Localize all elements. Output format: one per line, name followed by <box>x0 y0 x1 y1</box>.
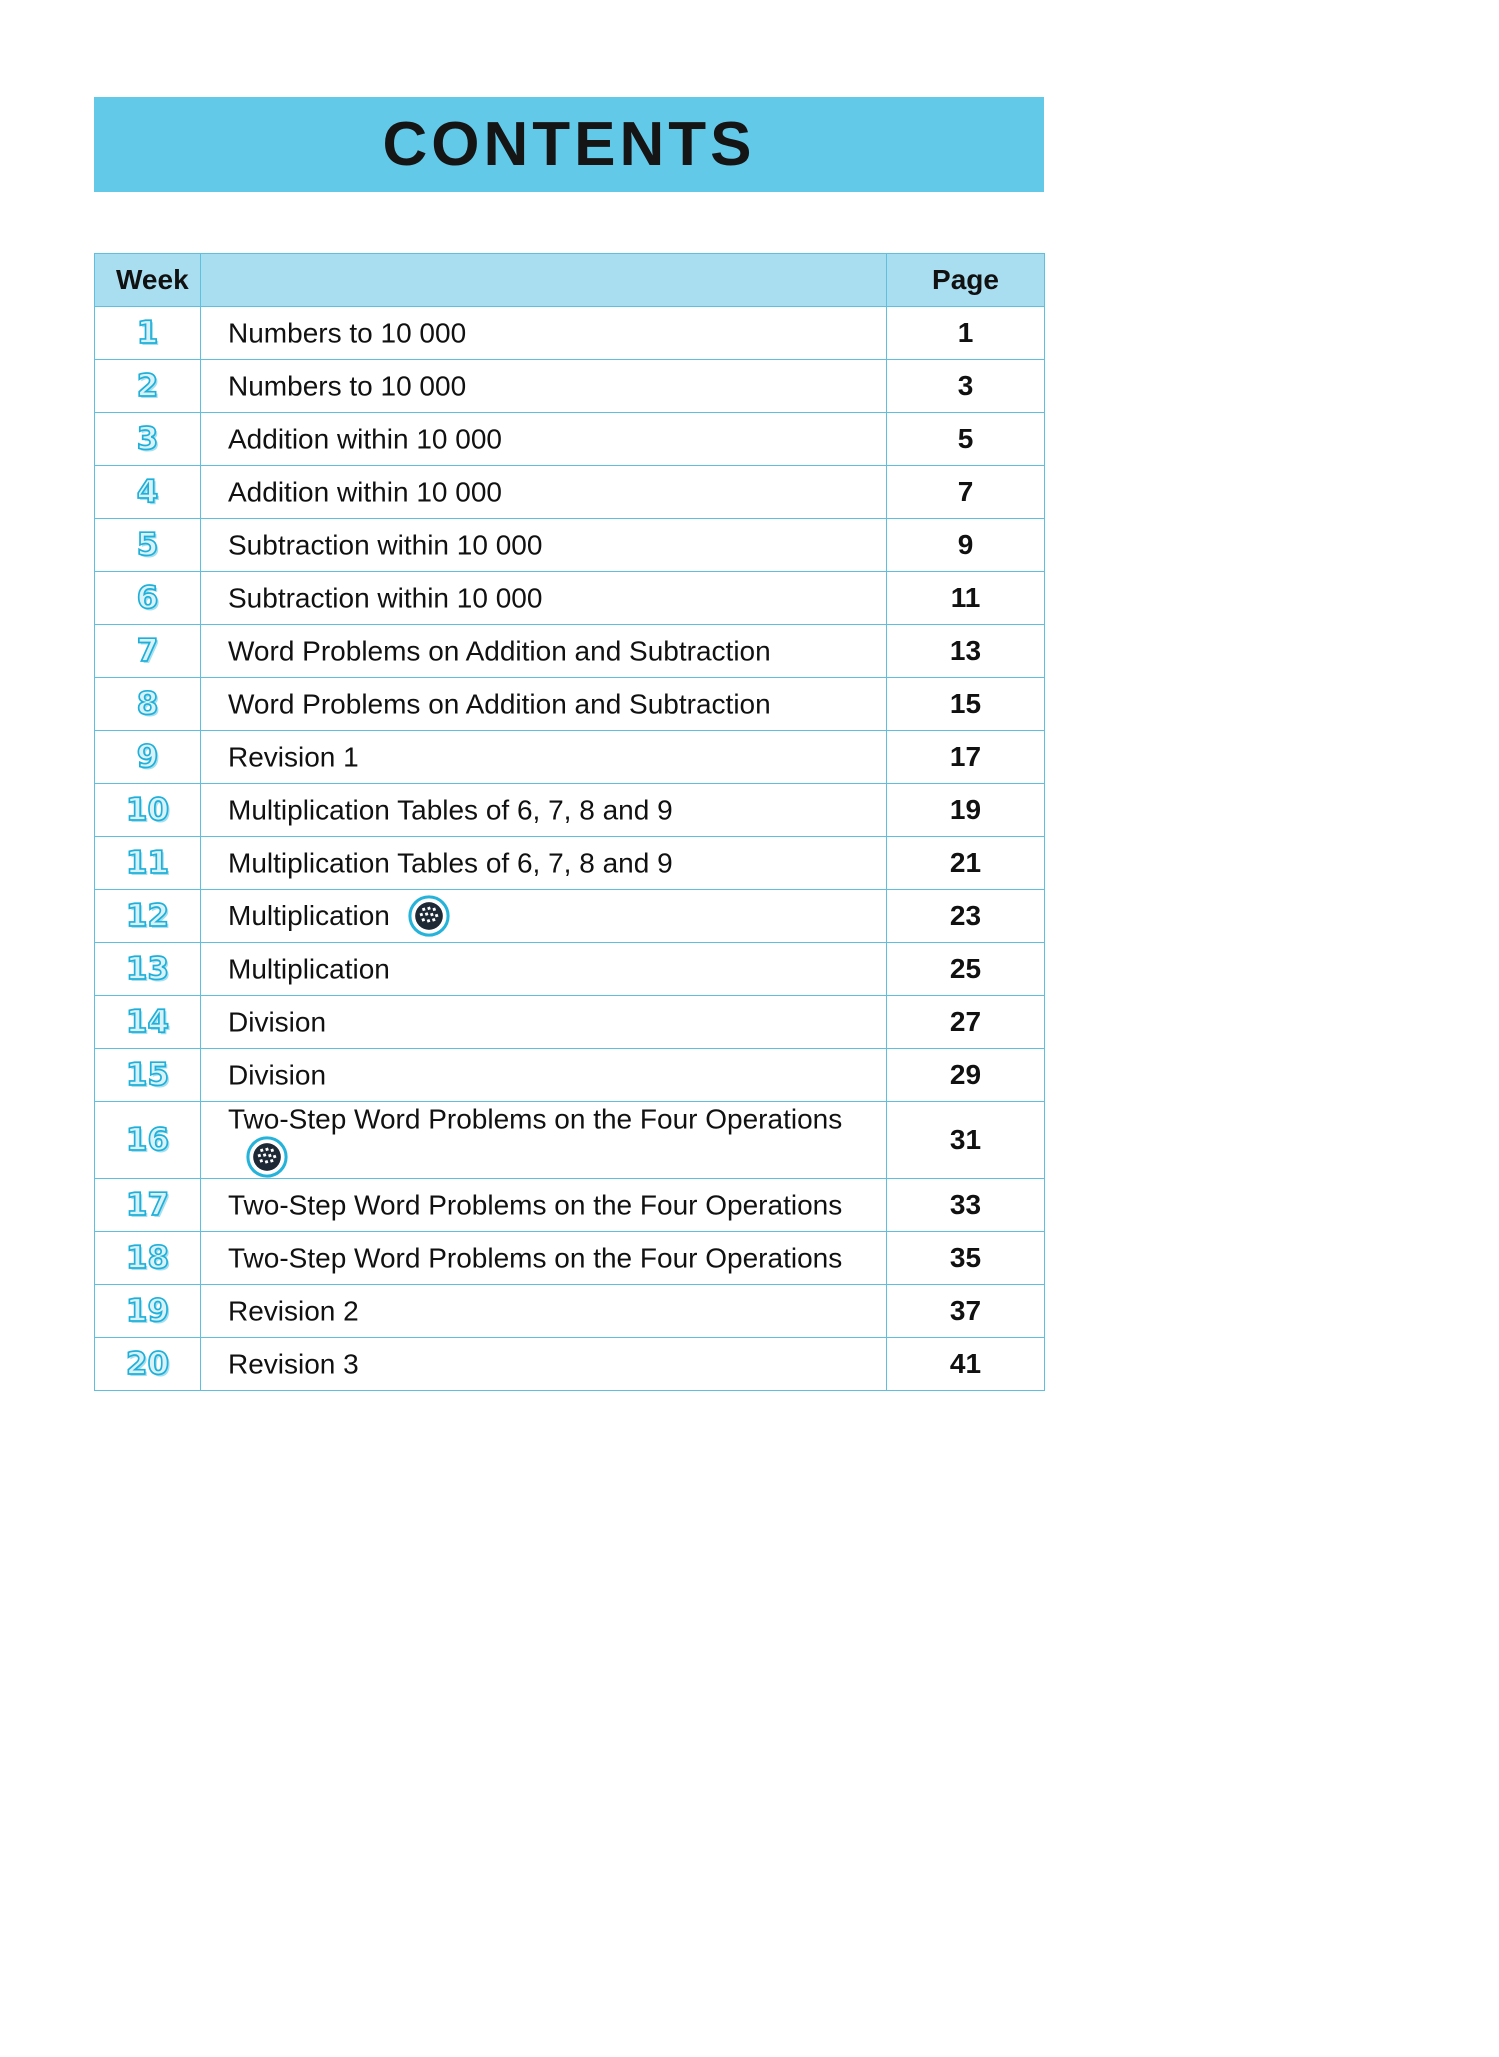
week-number: 10 <box>125 792 170 828</box>
page-number: 23 <box>949 900 982 931</box>
topic-label: Revision 3 <box>228 1348 359 1380</box>
page-number: 17 <box>949 741 982 772</box>
week-number: 5 <box>136 527 159 563</box>
week-number: 8 <box>136 686 159 722</box>
week-number: 13 <box>125 951 170 987</box>
table-row <box>95 890 1045 943</box>
contents-table-body <box>95 307 1045 1391</box>
week-number: 9 <box>136 739 159 775</box>
week-number: 2 <box>136 368 159 404</box>
page-number: 37 <box>949 1294 982 1326</box>
topic-label: Numbers to 10 000 <box>228 317 467 349</box>
topic-label: Multiplication Tables of 6, 7, 8 and 9 <box>228 794 673 826</box>
page-number: 21 <box>949 847 982 878</box>
topic-label: Subtraction within 10 000 <box>228 529 543 561</box>
table-row <box>95 360 1045 413</box>
topic-label: Revision 1 <box>228 741 359 773</box>
week-column-header: Week <box>95 254 201 307</box>
page-number: 1 <box>957 317 974 348</box>
table-header-row <box>95 254 1045 307</box>
topic-label: Division <box>228 1006 327 1038</box>
page-number: 25 <box>949 953 982 984</box>
page-column-header: Page <box>887 254 1045 307</box>
table-row <box>95 1178 1045 1231</box>
topic-label: Division <box>228 1059 327 1091</box>
topic-label: Word Problems on Addition and Subtraction <box>228 688 771 720</box>
week-number: 4 <box>136 474 159 510</box>
table-row <box>95 413 1045 466</box>
page-title: CONTENTS <box>382 110 756 179</box>
page-number: 7 <box>957 476 974 507</box>
table-row <box>95 519 1045 572</box>
table-row <box>95 996 1045 1049</box>
topic-label: Multiplication <box>228 953 390 985</box>
table-row <box>95 572 1045 625</box>
week-number: 12 <box>125 898 170 934</box>
page-number: 15 <box>949 688 982 719</box>
topic-label: Word Problems on Addition and Subtraction <box>228 635 771 667</box>
week-number: 15 <box>125 1057 170 1093</box>
page-number: 5 <box>957 423 974 454</box>
topic-label: Two-Step Word Problems on the Four Operations <box>228 1242 843 1274</box>
topic-label: Numbers to 10 000 <box>228 370 467 402</box>
table-row <box>95 1102 1045 1179</box>
page-number: 35 <box>949 1241 982 1273</box>
video-sphere-icon <box>246 1136 288 1178</box>
table-row <box>95 678 1045 731</box>
page-number: 3 <box>957 370 974 401</box>
table-row <box>95 1049 1045 1102</box>
topic-label: Two-Step Word Problems on the Four Operations <box>228 1103 843 1135</box>
week-number: 7 <box>136 633 159 669</box>
page-number: 33 <box>949 1188 982 1220</box>
video-sphere-icon <box>408 895 450 937</box>
page-number: 9 <box>957 529 974 560</box>
page-number: 31 <box>949 1123 982 1155</box>
week-number: 19 <box>125 1292 170 1329</box>
topic-label: Revision 2 <box>228 1295 359 1327</box>
table-row <box>95 1231 1045 1284</box>
page-title-banner <box>94 97 1044 192</box>
week-number: 16 <box>125 1121 170 1158</box>
topic-label: Multiplication <box>228 900 390 931</box>
table-row <box>95 1337 1045 1390</box>
topic-label: Two-Step Word Problems on the Four Operations <box>228 1189 843 1221</box>
page-number: 27 <box>949 1006 982 1037</box>
table-row <box>95 784 1045 837</box>
topic-label: Addition within 10 000 <box>228 476 502 508</box>
table-row <box>95 943 1045 996</box>
contents-table <box>94 253 1045 1391</box>
page-number: 13 <box>949 635 982 666</box>
table-row <box>95 307 1045 360</box>
page-number: 29 <box>949 1059 982 1090</box>
week-number: 14 <box>125 1004 170 1040</box>
page-number: 19 <box>949 794 982 825</box>
week-number: 17 <box>125 1186 170 1223</box>
week-number: 1 <box>136 315 159 351</box>
week-number: 6 <box>136 580 159 616</box>
week-number: 20 <box>125 1345 170 1382</box>
table-row <box>95 466 1045 519</box>
topic-label: Addition within 10 000 <box>228 423 502 455</box>
week-number: 18 <box>125 1239 170 1276</box>
topic-column-header <box>201 254 887 307</box>
table-row <box>95 625 1045 678</box>
page-number: 41 <box>949 1347 982 1379</box>
week-number: 11 <box>125 845 170 881</box>
table-row <box>95 731 1045 784</box>
page-number: 11 <box>950 582 981 613</box>
topic-label: Subtraction within 10 000 <box>228 582 543 614</box>
week-number: 3 <box>136 421 159 457</box>
table-row <box>95 837 1045 890</box>
table-row <box>95 1284 1045 1337</box>
topic-label: Multiplication Tables of 6, 7, 8 and 9 <box>228 847 673 879</box>
